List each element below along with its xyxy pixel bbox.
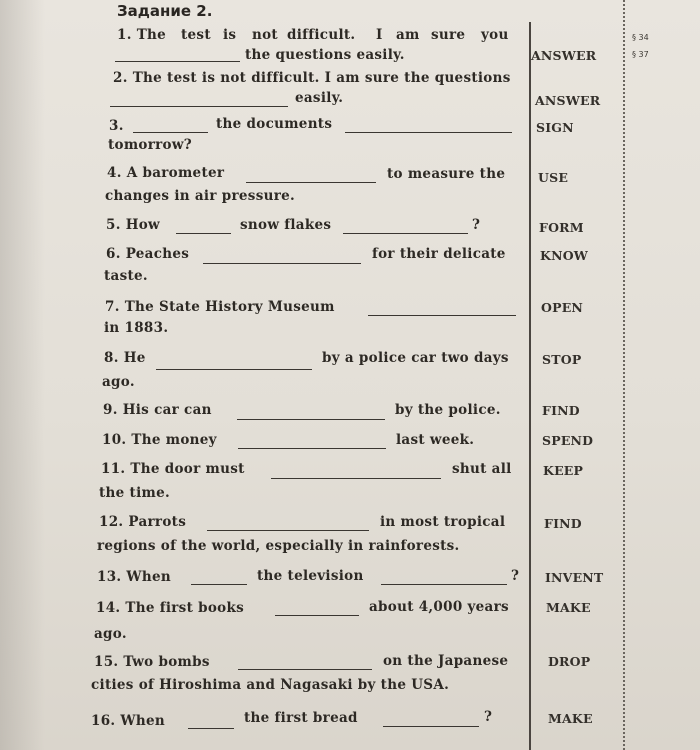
- item-text: ago.: [94, 626, 127, 642]
- item-text: I: [376, 27, 383, 43]
- answer-blank[interactable]: [345, 132, 512, 133]
- item-text: 5. How: [106, 217, 160, 233]
- keyword-drop: DROP: [548, 654, 591, 669]
- keyword-make: MAKE: [548, 711, 593, 726]
- answer-blank[interactable]: [246, 182, 376, 183]
- item-text: difficult.: [287, 27, 356, 43]
- exercise-item-16: [0, 710, 700, 750]
- answer-blank[interactable]: [191, 584, 247, 585]
- keyword-make: MAKE: [546, 600, 591, 615]
- answer-blank[interactable]: [238, 448, 386, 449]
- item-text: 3.: [109, 118, 124, 134]
- exercise-item-3: [0, 116, 700, 166]
- item-text: to measure the: [387, 166, 506, 182]
- keyword-stop: STOP: [542, 352, 582, 367]
- item-text: am: [396, 27, 420, 43]
- item-text: the documents: [216, 116, 333, 132]
- item-text: is: [223, 27, 237, 43]
- item-text: 14. The first books: [96, 600, 245, 616]
- exercise-item-15: [0, 654, 700, 704]
- item-text: ?: [511, 568, 520, 584]
- item-text: for their delicate: [372, 246, 506, 262]
- item-text: 9. His car can: [103, 402, 212, 418]
- item-text: 2. The test is not difficult. I am sure the questions: [113, 70, 511, 86]
- item-text: changes in air pressure.: [105, 188, 296, 204]
- keyword-form: FORM: [539, 220, 584, 235]
- answer-blank[interactable]: [156, 369, 312, 370]
- keyword-spend: SPEND: [542, 433, 594, 448]
- exercise-item-11: [0, 461, 700, 511]
- item-text: shut all: [452, 461, 512, 477]
- answer-blank[interactable]: [343, 233, 468, 234]
- answer-blank[interactable]: [383, 726, 479, 727]
- keyword-find: FIND: [542, 403, 580, 418]
- item-text: by a police car two days: [322, 350, 509, 366]
- item-text: 4. A barometer: [107, 165, 225, 181]
- item-text: in most tropical: [380, 514, 506, 530]
- exercise-item-12: [0, 514, 700, 564]
- item-text: 1. The: [117, 27, 167, 43]
- item-text: 8. He: [104, 350, 146, 366]
- exercise-heading: Задание 2.: [117, 2, 213, 20]
- answer-blank[interactable]: [203, 263, 361, 264]
- answer-blank[interactable]: [381, 584, 507, 585]
- answer-blank[interactable]: [115, 61, 240, 62]
- item-text: taste.: [104, 268, 148, 284]
- item-text: the first bread: [244, 710, 358, 726]
- item-text: 15. Two bombs: [94, 654, 210, 670]
- item-text: ?: [484, 709, 493, 725]
- margin-ref-1: § 34: [632, 33, 649, 42]
- answer-blank[interactable]: [237, 419, 385, 420]
- keyword-answer: ANSWER: [535, 93, 601, 108]
- item-text: 13. When: [97, 569, 171, 585]
- margin-ref-2: § 37: [632, 50, 649, 59]
- exercise-item-4: [0, 165, 700, 215]
- item-text: 7. The State History Museum: [105, 299, 335, 315]
- item-text: not: [252, 27, 278, 43]
- item-text: easily.: [295, 90, 344, 106]
- item-text: in 1883.: [104, 320, 169, 336]
- item-text: the time.: [99, 485, 170, 501]
- item-text: snow flakes: [240, 217, 332, 233]
- keyword-keep: KEEP: [543, 463, 584, 478]
- item-text: sure: [431, 27, 466, 43]
- item-text: ago.: [102, 374, 135, 390]
- item-text: cities of Hiroshima and Nagasaki by the USA.: [91, 677, 450, 693]
- answer-blank[interactable]: [368, 315, 516, 316]
- keyword-invent: INVENT: [545, 570, 604, 585]
- item-text: 6. Peaches: [106, 246, 190, 262]
- item-text: regions of the world, especially in rainforests.: [97, 538, 460, 554]
- keyword-know: KNOW: [540, 248, 589, 263]
- exercise-item-8: [0, 350, 700, 400]
- item-text: tomorrow?: [108, 137, 192, 153]
- answer-blank[interactable]: [176, 233, 231, 234]
- item-text: about 4,000 years: [369, 599, 509, 615]
- answer-blank[interactable]: [271, 478, 441, 479]
- item-text: on the Japanese: [383, 653, 509, 669]
- keyword-use: USE: [538, 170, 569, 185]
- item-text: 11. The door must: [101, 461, 245, 477]
- exercise-item-2: [0, 70, 700, 120]
- answer-blank[interactable]: [275, 615, 359, 616]
- item-text: 10. The money: [102, 432, 217, 448]
- item-text: you: [481, 27, 509, 43]
- item-text: ?: [472, 217, 481, 233]
- item-text: test: [181, 27, 211, 43]
- answer-blank[interactable]: [110, 106, 288, 107]
- answer-blank[interactable]: [133, 132, 208, 133]
- answer-blank[interactable]: [188, 728, 234, 729]
- keyword-find: FIND: [544, 516, 582, 531]
- item-text: last week.: [396, 432, 475, 448]
- keyword-sign: SIGN: [536, 120, 574, 135]
- item-text: 16. When: [91, 713, 165, 729]
- exercise-item-7: [0, 299, 700, 349]
- item-text: by the police.: [395, 402, 501, 418]
- keyword-open: OPEN: [541, 300, 584, 315]
- exercise-item-14: [0, 600, 700, 650]
- item-text: the questions easily.: [245, 47, 405, 63]
- answer-blank[interactable]: [238, 669, 372, 670]
- answer-blank[interactable]: [207, 530, 369, 531]
- keyword-answer: ANSWER: [531, 48, 597, 63]
- exercise-item-6: [0, 246, 700, 296]
- item-text: the television: [257, 568, 364, 584]
- item-text: 12. Parrots: [99, 514, 187, 530]
